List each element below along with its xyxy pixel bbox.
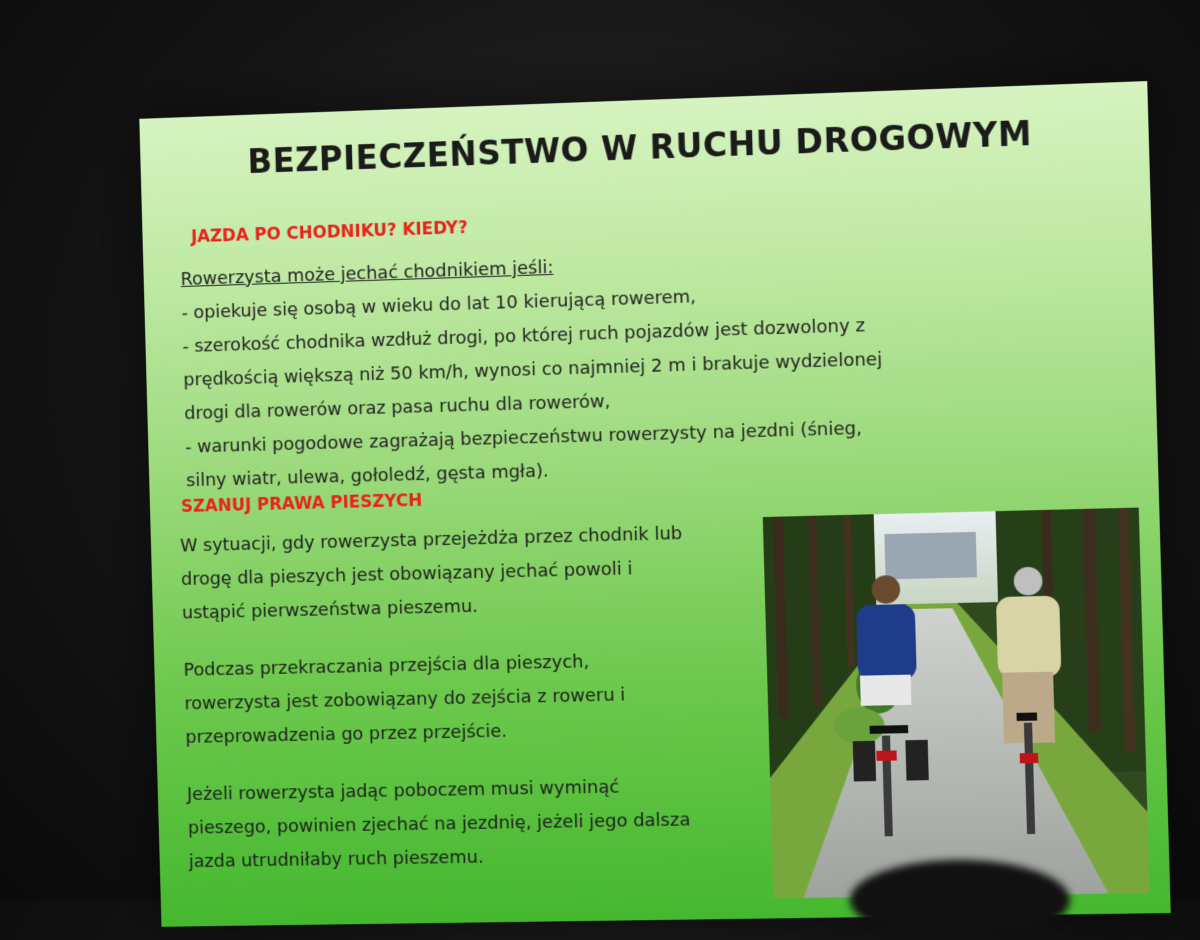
cyclists-illustration (763, 508, 1150, 899)
paragraph-line: przeprowadzenia go przez przejście. (185, 720, 508, 748)
paragraph-crossing (183, 642, 759, 755)
paragraph-line: pieszego, powinien zjechać na jezdnię, jeżeli jego dalsza (187, 809, 691, 839)
paragraph-line: Jeżeli rowerzysta jadąc poboczem musi wyminąć (186, 776, 620, 806)
paragraph-line: Podczas przekraczania przejścia dla pieszych, (183, 651, 590, 681)
projected-slide (139, 81, 1170, 927)
paragraph-line: W sytuacji, gdy rowerzysta przejeżdża przez chodnik lub (179, 523, 683, 557)
paragraph-line: rowerzysta jest zobowiązany do zejścia z roweru i (184, 684, 626, 715)
rule-line: - warunki pogodowe zagrażają bezpieczeństwu rowerzysty na jezdni (śnieg, (184, 417, 863, 458)
audience-head-silhouette (850, 860, 1070, 940)
rule-line: prędkością większą niż 50 km/h, wynosi co najmniej 2 m i brakuje wydzielonej (183, 348, 883, 391)
paragraph-shoulder (187, 768, 763, 879)
rule-line: drogi dla rowerów oraz pasa ruchu dla rowerów, (184, 391, 611, 425)
slide-title: BEZPIECZEŃSTWO W RUCHU DROGOWYM (246, 113, 1033, 182)
section-heading-pedestrians: SZANUJ PRAWA PIESZYCH (180, 490, 423, 517)
paragraph-yield (180, 515, 756, 630)
cyclists-photo (763, 508, 1150, 899)
paragraph-line: ustąpić pierwszeństwa pieszemu. (181, 595, 479, 624)
rule-line: silny wiatr, ulewa, gołoledź, gęsta mgła). (185, 460, 549, 492)
rule-line: - szerokość chodnika wzdłuż drogi, po której ruch pojazdów jest dozwolony z (182, 315, 866, 358)
section-heading-sidewalk: JAZDA PO CHODNIKU? KIEDY? (190, 217, 469, 248)
rule-line: - opiekuje się osobą w wieku do lat 10 kierującą rowerem, (181, 286, 697, 324)
sidewalk-rules (180, 237, 982, 498)
paragraph-line: drogę dla pieszych jest obowiązany jechać powoli i (180, 558, 633, 590)
rules-lead: Rowerzysta może jechać chodnikiem jeśli: (180, 256, 554, 290)
paragraph-line: jazda utrudniłaby ruch pieszemu. (188, 846, 484, 873)
